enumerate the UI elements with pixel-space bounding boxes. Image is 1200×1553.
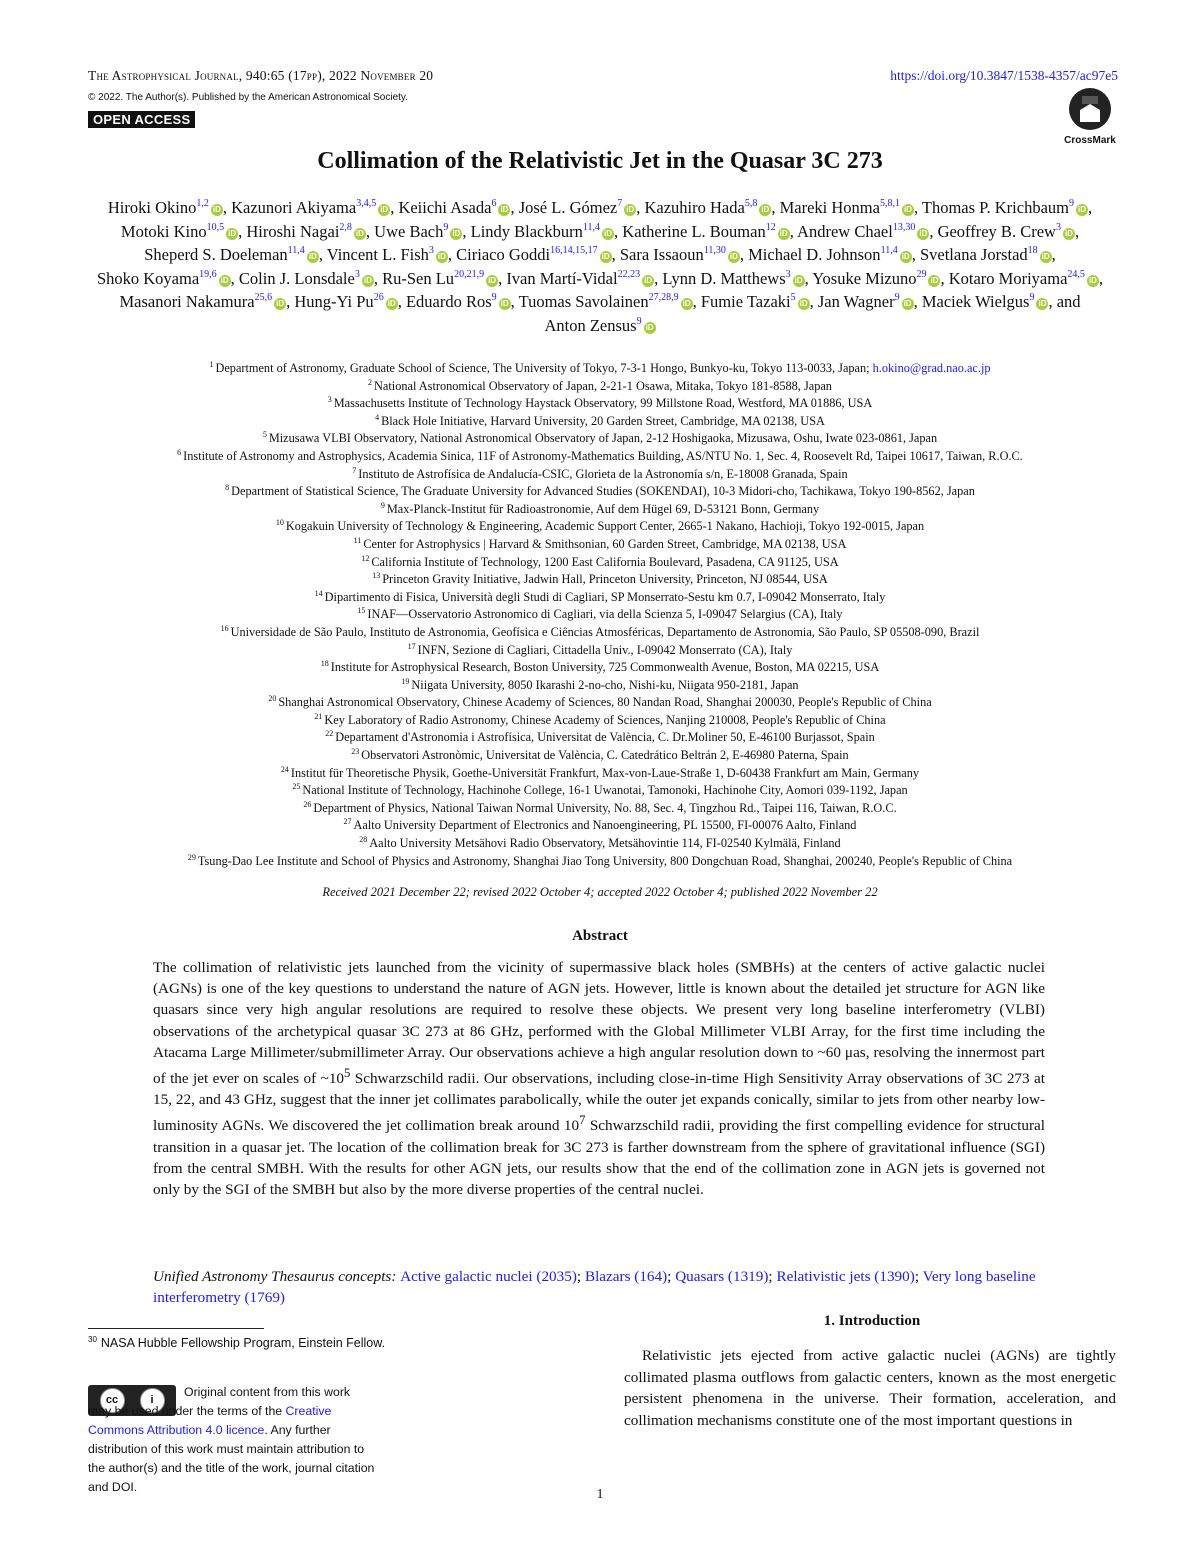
affiliation-number: 15 xyxy=(357,606,366,616)
author-name xyxy=(327,245,448,264)
orcid-icon[interactable]: iD xyxy=(682,299,691,308)
affiliation-text: Department of Physics, National Taiwan Normal University, No. 88, Sec. 4, Tingzhou Rd., Taipei 116, Taiwan, R.O.C. xyxy=(313,800,897,815)
affiliation-item xyxy=(80,430,1120,448)
author-name-text: Hung-Yi Pu xyxy=(294,292,374,311)
orcid-icon[interactable]: iD xyxy=(1038,299,1047,308)
affiliation-text: California Institute of Technology, 1200 East California Boulevard, Pasadena, CA 91125, USA xyxy=(371,554,839,569)
affiliation-item xyxy=(80,589,1120,607)
affiliation-item xyxy=(80,378,1120,396)
affiliation-item xyxy=(80,413,1120,431)
author-name-text: Kazunori Akiyama xyxy=(231,198,357,217)
author-name-text: Kazuhiro Hada xyxy=(644,198,745,217)
author-name-text: Katherine L. Bouman xyxy=(622,221,766,241)
orcid-icon[interactable]: iD xyxy=(1088,275,1097,285)
affiliation-text: Institute for Astrophysical Research, Boston University, 725 Commonwealth Avenue, Boston, MA 02215, USA xyxy=(330,660,880,675)
orcid-icon[interactable]: iD xyxy=(355,228,364,238)
orcid-icon[interactable]: iD xyxy=(1041,252,1050,261)
orcid-icon[interactable]: iD xyxy=(212,205,221,214)
author-name-text: Shoko Koyama xyxy=(96,268,200,288)
affiliation-text: Max-Planck-Institut für Radioastronomie, Auf dem Hügel 69, D-53121 Bonn, Germany xyxy=(386,501,820,516)
affiliation-text: Black Hole Initiative, Harvard University, 20 Garden Street, Cambridge, MA 02138, USA xyxy=(381,413,825,428)
affiliation-item xyxy=(80,782,1120,800)
publication-dates: Received 2021 December 22; revised 2022 October 4; accepted 2022 October 4; published 2022 November 22 xyxy=(322,885,878,899)
orcid-icon[interactable]: iD xyxy=(626,205,635,214)
affiliation-number: 21 xyxy=(314,711,323,721)
author-affiliation-ref[interactable]: 9 xyxy=(894,292,900,303)
introduction-heading: 1. Introduction xyxy=(823,1313,921,1329)
affiliation-item xyxy=(80,677,1120,695)
author-affiliation-ref[interactable]: 3,4,5 xyxy=(356,198,377,209)
author-name xyxy=(644,198,771,217)
affiliation-number: 6 xyxy=(177,447,182,457)
affiliation-number: 4 xyxy=(375,412,380,422)
author-name-text: Colin J. Lonsdale xyxy=(238,268,355,288)
author-name-text: Ru-Sen Lu xyxy=(382,268,455,288)
affiliation-text: National Institute of Technology, Hachinohe College, 16-1 Uwanotai, Tamonoki, Hachinohe City, Aomori 039-1192, Japan xyxy=(302,783,908,798)
affiliation-text: Instituto de Astrofísica de Andalucía-CSIC, Glorieta de la Astronomía s/n, E-18008 Granada, Spain xyxy=(358,466,848,481)
orcid-icon[interactable]: iD xyxy=(276,299,285,308)
author-name xyxy=(97,269,231,288)
author-affiliation-ref[interactable]: 9 xyxy=(491,292,497,303)
author-affiliation-ref[interactable]: 11,30 xyxy=(703,245,726,256)
affiliation-text: Aalto University Department of Electronics and Nanoengineering, PL 15500, FI-00076 Aalto, Finland xyxy=(353,818,857,833)
author-name-text: Yosuke Mizuno xyxy=(812,268,917,288)
affiliation-item xyxy=(80,448,1120,466)
author-name xyxy=(920,245,1052,264)
author-affiliation-ref[interactable]: 1,2 xyxy=(196,198,209,209)
abstract-exponent: 7 xyxy=(579,1113,586,1128)
uat-concept-link[interactable]: Quasars (1319) xyxy=(675,1268,769,1285)
author-name xyxy=(662,269,804,288)
author-affiliation-ref[interactable]: 12 xyxy=(765,221,776,233)
license-statement xyxy=(88,1383,376,1497)
author-name xyxy=(922,198,1088,217)
orcid-icon[interactable]: iD xyxy=(1064,228,1073,238)
author-name xyxy=(506,269,654,288)
orcid-icon[interactable]: iD xyxy=(794,275,803,285)
affiliation-item xyxy=(80,729,1120,747)
author-affiliation-ref[interactable]: 9 xyxy=(1029,292,1035,303)
footnote-text: NASA Hubble Fellowship Program, Einstein Fellow. xyxy=(100,1336,386,1350)
orcid-icon[interactable]: iD xyxy=(1078,205,1086,214)
copyright-notice: © 2022. The Author(s). Published by the American Astronomical Society. xyxy=(88,92,408,103)
page-number: 1 xyxy=(596,1487,604,1502)
author-affiliation-ref[interactable]: 29 xyxy=(916,268,927,280)
affiliation-text: Shanghai Astronomical Observatory, Chinese Academy of Sciences, 80 Nandan Road, Shanghai 200030, People's Republic of China xyxy=(278,695,932,710)
author-name xyxy=(144,245,319,264)
attribution-icon: i xyxy=(140,1388,165,1413)
affiliation-number: 2 xyxy=(368,377,373,387)
orcid-icon[interactable]: iD xyxy=(363,275,372,285)
orcid-icon[interactable]: iD xyxy=(901,252,910,261)
footnote-divider xyxy=(88,1328,264,1329)
author-name-text: Fumie Tazaki xyxy=(700,292,791,311)
author-name xyxy=(701,292,810,311)
orcid-icon[interactable]: iD xyxy=(644,275,653,285)
author-name xyxy=(938,222,1075,241)
affiliation-number: 20 xyxy=(268,694,277,704)
author-name-text: Motoki Kino xyxy=(120,221,207,241)
author-name xyxy=(406,292,511,311)
author-affiliation-ref[interactable]: 22,23 xyxy=(617,268,641,280)
author-name xyxy=(519,292,693,311)
affiliation-number: 28 xyxy=(359,835,368,845)
orcid-icon[interactable]: iD xyxy=(380,205,389,214)
affiliation-item xyxy=(80,483,1120,501)
author-affiliation-ref[interactable]: 5,8 xyxy=(744,198,758,209)
affiliation-number: 10 xyxy=(275,518,284,528)
author-name xyxy=(246,222,366,241)
affiliation-number: 23 xyxy=(351,747,360,757)
doi-link[interactable]: https://doi.org/10.3847/1538-4357/ac97e5 xyxy=(890,68,1118,83)
affiliation-number: 17 xyxy=(407,641,416,651)
affiliation-number: 7 xyxy=(352,465,357,475)
journal-citation: The Astrophysical Journal, 940:65 (17pp), 2022 November 20 xyxy=(88,68,434,83)
author-affiliation-ref[interactable]: 2,8 xyxy=(339,221,352,233)
affiliation-number: 13 xyxy=(372,571,381,581)
affiliation-text: Institute of Astronomy and Astrophysics, Academia Sinica, 11F of Astronomy-Mathematics Building, AS/NTU No. 1, Sec. 4, Roosevelt Rd, Taipei 10617, Taiwan, R.O.C. xyxy=(183,448,1023,463)
author-name xyxy=(374,222,462,241)
author-affiliation-ref[interactable]: 11,4 xyxy=(287,245,305,256)
author-list: Hiroki Okino$^{1,2}$iD , Kazunori Akiyama$^{3,4,5}$iD , Keiichi Asada$^6$iD , José L. Gómez$^7$iD , Kazuhiro Hada$^{5,8}$iD , Mareki Honma$^{5,8,1}$iD , Thomas P. Krichbaum$^9$iD , Motoki Kino$^{10,5}$iD , Hiroshi Nagai$^{2,8}$iD , Uwe Bach$^9$iD , Lindy Blackburn$^{11,4}$iD , Katherine L. Bouman$^{12}$iD , Andrew Chael$^{13,30}$iD , Geoffrey B. Crew$^3$iD , Sheperd S. Doeleman$^{11,4}$iD , Vincent L. Fish$^3$iD , Ciriaco Goddi$^{16,14,15,17}$iD , Sara Issaoun$^{11,30}$iD , Michael D. Johnson$^{11,4}$iD , Svetlana Jorstad$^{18}$iD , Shoko Koyama$^{19,6}$iD , Colin J. Lonsdale$^3$iD , Ru-Sen Lu$^{20,21,9}$iD , Ivan Martí-Vidal$^{22,23}$iD , Lynn D. Matthews$^3$iD , Yosuke Mizuno$^{29}$iD , Kotaro Moriyama$^{24,5}$iD , Masanori Nakamura$^{25,6}$iD , Hung-Yi Pu$^{26}$iD , Eduardo Ros$^9$iD , Tuomas Savolainen$^{27,28,9}$iD , Fumie Tazaki$^5$iD , Jan Wagner$^9$iD , Maciek Wielgus$^9$iD , and Anton Zensus$^9$iD xyxy=(96,198,1104,335)
affiliation-text: Niigata University, 8050 Ikarashi 2-no-cho, Nishi-ku, Niigata 950-2181, Japan xyxy=(411,677,799,692)
abstract-body xyxy=(153,957,1045,1200)
author-name-text: Hiroshi Nagai xyxy=(246,221,340,241)
author-affiliation-ref[interactable]: 24,5 xyxy=(1067,268,1085,280)
orcid-icon[interactable]: iD xyxy=(930,275,939,285)
author-name xyxy=(119,292,286,311)
affiliation-number: 9 xyxy=(380,500,385,510)
author-name-text: Tuomas Savolainen xyxy=(518,292,649,311)
crossmark-button[interactable] xyxy=(1058,86,1122,146)
affiliation-text: Dipartimento di Fisica, Università degli Studi di Cagliari, SP Monserrato-Sestu km 0.7, I-09042 Monserrato, Italy xyxy=(324,589,886,604)
uat-concept-link[interactable]: Active galactic nuclei (2035) xyxy=(400,1268,577,1285)
affiliation-text: Observatori Astronòmic, Universitat de València, C. Catedrático Beltrán 2, E-46980 Paterna, Spain xyxy=(361,748,849,763)
license-link[interactable]: Creative Commons Attribution 4.0 licence xyxy=(88,1404,332,1437)
introduction-paragraph: Relativistic jets ejected from active galactic nuclei (AGNs) are tightly collimated plasma outflows from galactic centers, known as the most energetic persistent phenomena in the universe. Their formation, acceleration, and collimation mechanisms constitute one of the most important questions in xyxy=(624,1347,1116,1429)
author-affiliation-ref[interactable]: 25,6 xyxy=(254,292,273,303)
affiliation-text: Mizusawa VLBI Observatory, National Astronomical Observatory of Japan, 2-12 Hoshigaoka, Mizusawa, Oshu, Iwate 023-0861, Japan xyxy=(268,431,938,446)
license-text-before: Original content from this work may be used under the terms of the xyxy=(88,1385,351,1418)
orcid-icon[interactable]: iD xyxy=(220,275,229,285)
author-name-text: José L. Gómez xyxy=(518,198,618,217)
affiliation-text: Kogakuin University of Technology & Engineering, Academic Support Center, 2665-1 Nakano, Hachioji, Tokyo 192-0015, Japan xyxy=(285,519,925,534)
affiliation-item xyxy=(80,536,1120,554)
author-affiliation-ref[interactable]: 9 xyxy=(636,315,642,327)
author-affiliation-ref[interactable]: 27,28,9 xyxy=(648,292,679,303)
crossmark-label: CrossMark xyxy=(1064,135,1116,146)
author-name xyxy=(121,222,238,241)
affiliation-text: INAF—Osservatorio Astronomico di Cagliari, via della Scienza 5, I-09047 Selargius (CA), Italy xyxy=(367,607,843,622)
orcid-icon[interactable]: iD xyxy=(437,252,446,261)
affiliation-text: Departament d'Astronomia i Astrofísica, Universitat de València, C. Dr.Moliner 50, E-46100 Burjassot, Spain xyxy=(335,730,875,745)
affiliation-text: Princeton Gravity Initiative, Jadwin Hall, Princeton University, Princeton, NJ 08544, USA xyxy=(382,572,828,587)
orcid-icon[interactable]: iD xyxy=(919,228,928,238)
affiliation-number: 18 xyxy=(320,659,329,669)
author-name xyxy=(949,269,1099,288)
author-name xyxy=(544,316,655,335)
author-name-text: Michael D. Johnson xyxy=(748,245,881,264)
affiliation-item xyxy=(80,395,1120,413)
author-affiliation-ref[interactable]: 7 xyxy=(617,198,623,209)
author-name-text: Lynn D. Matthews xyxy=(662,268,786,288)
orcid-icon[interactable]: iD xyxy=(779,228,788,238)
author-name-text: Thomas P. Krichbaum xyxy=(921,198,1069,217)
affiliation-item xyxy=(80,765,1120,783)
author-name-text: Jan Wagner xyxy=(817,292,895,311)
affiliation-text: Universidade de São Paulo, Instituto de Astronomia, Geofísica e Ciências Atmosféricas, Departamento de Astronomia, São Paulo, SP 05508-090, Brazil xyxy=(230,624,980,639)
affiliation-item xyxy=(80,800,1120,818)
affiliation-number: 27 xyxy=(343,817,352,827)
affiliation-number: 22 xyxy=(325,729,334,739)
author-name xyxy=(382,269,498,288)
footnote-number: 30 xyxy=(88,1335,97,1344)
abstract-exponent: 5 xyxy=(344,1066,351,1081)
author-name-text: Maciek Wielgus xyxy=(921,292,1030,311)
author-affiliation-ref[interactable]: 11,4 xyxy=(880,245,898,256)
affiliation-number: 14 xyxy=(314,588,323,598)
author-affiliation-ref[interactable]: 13,30 xyxy=(892,221,916,233)
author-affiliation-ref[interactable]: 16,14,15,17 xyxy=(550,245,598,256)
orcid-icon[interactable]: iD xyxy=(500,205,509,214)
author-affiliation-ref[interactable]: 19,6 xyxy=(199,268,217,280)
author-affiliation-ref[interactable]: 3 xyxy=(785,268,791,280)
affiliation-item xyxy=(80,571,1120,589)
author-name xyxy=(294,292,397,311)
author-name-text: Vincent L. Fish xyxy=(326,245,429,264)
cc-icon: cc xyxy=(100,1388,125,1413)
affiliation-number: 19 xyxy=(401,676,410,686)
abstract-heading: Abstract xyxy=(572,928,628,944)
affiliation-text: Massachusetts Institute of Technology Haystack Observatory, 99 Millstone Road, Westford, MA 01886, USA xyxy=(333,396,873,411)
author-name xyxy=(519,198,637,217)
author-affiliation-ref[interactable]: 6 xyxy=(491,198,497,209)
affiliation-number: 11 xyxy=(353,535,362,545)
affiliation-text: Center for Astrophysics | Harvard & Smithsonian, 60 Garden Street, Cambridge, MA 02138, USA xyxy=(363,536,847,551)
affiliation-item xyxy=(80,694,1120,712)
orcid-icon[interactable]: iD xyxy=(799,299,808,308)
author-name xyxy=(471,222,614,241)
affiliation-number: 12 xyxy=(361,553,370,563)
affiliation-number: 8 xyxy=(225,483,230,493)
uat-concept-link[interactable]: Blazars (164) xyxy=(584,1268,668,1285)
author-name-text: Sheperd S. Doeleman xyxy=(144,245,288,264)
affiliation-number: 24 xyxy=(280,764,289,774)
uat-label: Unified Astronomy Thesaurus concepts: xyxy=(153,1268,401,1285)
orcid-icon[interactable]: iD xyxy=(729,252,738,261)
affiliation-number: 26 xyxy=(303,799,312,809)
orcid-icon[interactable]: iD xyxy=(387,299,396,308)
author-name xyxy=(239,269,374,288)
author-name xyxy=(797,222,929,241)
author-name-text: Ciriaco Goddi xyxy=(456,245,551,264)
affiliation-item xyxy=(80,712,1120,730)
author-affiliation-ref[interactable]: 11,4 xyxy=(582,221,601,233)
uat-concept-link[interactable]: Relativistic jets (1390) xyxy=(776,1268,915,1285)
author-affiliation-ref[interactable]: 26 xyxy=(373,292,384,303)
author-name-text: Mareki Honma xyxy=(779,198,880,217)
affiliation-text: Department of Statistical Science, The Graduate University for Advanced Studies (SOKENDAI), 10-3 Midori-cho, Tachikawa, Tokyo 190-8562, Japan xyxy=(231,484,975,499)
affiliation-text: Institut für Theoretische Physik, Goethe-Universität Frankfurt, Max-von-Laue-Straße 1, D-60438 Frankfurt am Main, Germany xyxy=(290,765,920,780)
affiliation-item xyxy=(80,835,1120,853)
orcid-icon[interactable]: iD xyxy=(903,299,912,308)
author-affiliation-ref[interactable]: 20,21,9 xyxy=(454,268,485,280)
author-name-text: Masanori Nakamura xyxy=(119,292,255,311)
orcid-icon[interactable]: iD xyxy=(645,322,654,332)
abstract-text-part: Schwarzschild radii. Our observations, including close-in-time High Sensitivity Array observations of 3C 273 at 15, 22, and 43 GHz, suggest that the inner jet collimates parabolically, while the outer jet expands conically, similar to jets from other nearby low-luminosity AGNs. We discovered the jet collimation break around 10 xyxy=(153,1070,1045,1135)
author-affiliation-ref[interactable]: 3 xyxy=(428,245,434,256)
affiliation-text: Tsung-Dao Lee Institute and School of Physics and Astronomy, Shanghai Jiao Tong University, 800 Dongchuan Road, Shanghai, 200240, People's Republic of China xyxy=(197,853,1013,868)
author-name xyxy=(108,198,223,217)
affiliation-number: 16 xyxy=(220,623,229,633)
author-name xyxy=(922,292,1049,311)
affiliation-item xyxy=(80,659,1120,677)
author-name-text: Anton Zensus xyxy=(544,315,637,335)
author-name-text: Sara Issaoun xyxy=(619,245,704,264)
affiliation-text: Aalto University Metsähovi Radio Observatory, Metsähovintie 114, FI-02540 Kylmälä, Finland xyxy=(369,836,841,851)
paper-title: Collimation of the Relativistic Jet in the Quasar 3C 273 xyxy=(317,148,883,174)
author-name-text: Eduardo Ros xyxy=(405,292,492,311)
affiliation-item xyxy=(80,360,1120,378)
author-name xyxy=(398,198,510,217)
affiliation-text: INFN, Sezione di Cagliari, Cittadella Univ., I-09042 Monserrato (CA), Italy xyxy=(417,642,793,657)
author-name-text: Andrew Chael xyxy=(797,221,893,241)
orcid-icon[interactable]: iD xyxy=(228,228,237,238)
affiliation-number: 29 xyxy=(187,852,196,862)
author-affiliation-ref[interactable]: 5 xyxy=(790,292,796,303)
orcid-icon[interactable]: iD xyxy=(903,205,912,214)
author-name xyxy=(231,198,390,217)
uat-concepts xyxy=(153,1266,1053,1308)
orcid-icon[interactable]: iD xyxy=(488,275,497,285)
author-name xyxy=(748,245,912,264)
author-name-text: Uwe Bach xyxy=(374,221,444,241)
crossmark-icon xyxy=(1067,86,1113,132)
footnote xyxy=(88,1335,385,1350)
author-name-text: Svetlana Jorstad xyxy=(919,245,1028,264)
orcid-icon[interactable]: iD xyxy=(761,205,770,214)
affiliation-item xyxy=(80,853,1120,871)
author-name-text: Keiichi Asada xyxy=(398,198,492,217)
corresponding-email-link[interactable]: h.okino@grad.nao.ac.jp xyxy=(872,361,991,375)
orcid-icon[interactable]: iD xyxy=(308,252,317,261)
author-name-text: Kotaro Moriyama xyxy=(948,268,1068,288)
affiliation-item xyxy=(80,501,1120,519)
affiliation-number: 1 xyxy=(209,360,214,369)
uat-concept-link[interactable]: Very long baseline interferometry (1769) xyxy=(153,1268,1036,1307)
author-name xyxy=(620,245,740,264)
orcid-icon[interactable]: iD xyxy=(604,228,613,238)
author-name xyxy=(818,292,914,311)
author-name xyxy=(780,198,914,217)
author-name-text: Geoffrey B. Crew xyxy=(937,221,1056,241)
author-affiliation-ref[interactable]: 3 xyxy=(354,268,360,280)
affiliation-list xyxy=(80,360,1120,870)
uat-concept-list: Active galactic nuclei (2035); Blazars (164); Quasars (1319); Relativistic jets (1390); Very long baseline interferometry (1769) xyxy=(153,1268,1036,1307)
author-name xyxy=(456,245,611,264)
affiliation-text: Key Laboratory of Radio Astronomy, Chinese Academy of Sciences, Nanjing 210008, People's Republic of China xyxy=(324,712,886,727)
author-name xyxy=(622,222,789,241)
affiliation-item xyxy=(80,624,1120,642)
author-name-text: Hiroki Okino xyxy=(107,198,197,217)
abstract-text-part: The collimation of relativistic jets launched from the vicinity of supermassive black holes (SMBHs) at the centers of active galactic nuclei (AGNs) is one of the key questions to understand the nature of AGN jets. However, little is known about the detailed jet structure for AGN like quasars since very high angular resolutions are required to resolve these objects. We present very long baseline interferometry (VLBI) observations of the archetypical quasar 3C 273 at 86 GHz, performed with the Global Millimeter VLBI Array, for the first time including the Atacama Large Millimeter/submillimeter Array. Our observations achieve a high angular resolution down to ~60 μas, resolving the innermost part of the jet ever on scales of ~10 xyxy=(153,959,1045,1088)
affiliation-item xyxy=(80,466,1120,484)
author-affiliation-ref[interactable]: 10,5 xyxy=(206,221,225,233)
affiliation-text: National Astronomical Observatory of Japan, 2-21-1 Osawa, Mitaka, Tokyo 181-8588, Japan xyxy=(374,378,832,393)
affiliation-item xyxy=(80,554,1120,572)
affiliation-number: 5 xyxy=(262,430,267,440)
orcid-icon[interactable]: iD xyxy=(601,252,610,261)
affiliation-text: Department of Astronomy, Graduate School of Science, The University of Tokyo, 7-3-1 Hongo, Bunkyo-ku, Tokyo 113-0033, Japan; xyxy=(215,361,873,375)
orcid-icon[interactable]: iD xyxy=(500,299,509,308)
affiliation-item xyxy=(80,747,1120,765)
affiliation-number: 25 xyxy=(292,782,301,792)
affiliation-item xyxy=(80,642,1120,660)
open-access-badge: OPEN ACCESS xyxy=(88,111,195,128)
author-affiliation-ref[interactable]: 5,8,1 xyxy=(879,198,900,209)
abstract-text-part: Schwarzschild radii, providing the first compelling evidence for structural transition in a quasar jet. The location of the collimation break for 3C 273 is farther downstream from the sphere of gravitational influence (SGI) from the central SMBH. With the results for other AGN jets, our results show that the end of the collimation zone in AGN jets is governed not only by the SGI of the SMBH but also by the more diverse properties of the central nuclei. xyxy=(153,1117,1045,1199)
affiliation-item xyxy=(80,606,1120,624)
author-affiliation-ref[interactable]: 9 xyxy=(443,221,449,233)
author-affiliation-ref[interactable]: 3 xyxy=(1055,221,1061,233)
affiliation-item xyxy=(80,518,1120,536)
orcid-icon[interactable]: iD xyxy=(452,228,461,238)
affiliation-item xyxy=(80,817,1120,835)
author-name xyxy=(812,269,940,288)
author-affiliation-ref[interactable]: 18 xyxy=(1027,245,1038,256)
author-name-text: Ivan Martí-Vidal xyxy=(506,268,618,288)
affiliation-number: 3 xyxy=(327,395,332,405)
author-affiliation-ref[interactable]: 9 xyxy=(1069,198,1074,209)
license-text-after: . Any further distribution of this work must maintain attribution to the author(s) and the title of the work, journal citation and DOI. xyxy=(88,1423,375,1494)
author-name-text: Lindy Blackburn xyxy=(470,221,583,241)
